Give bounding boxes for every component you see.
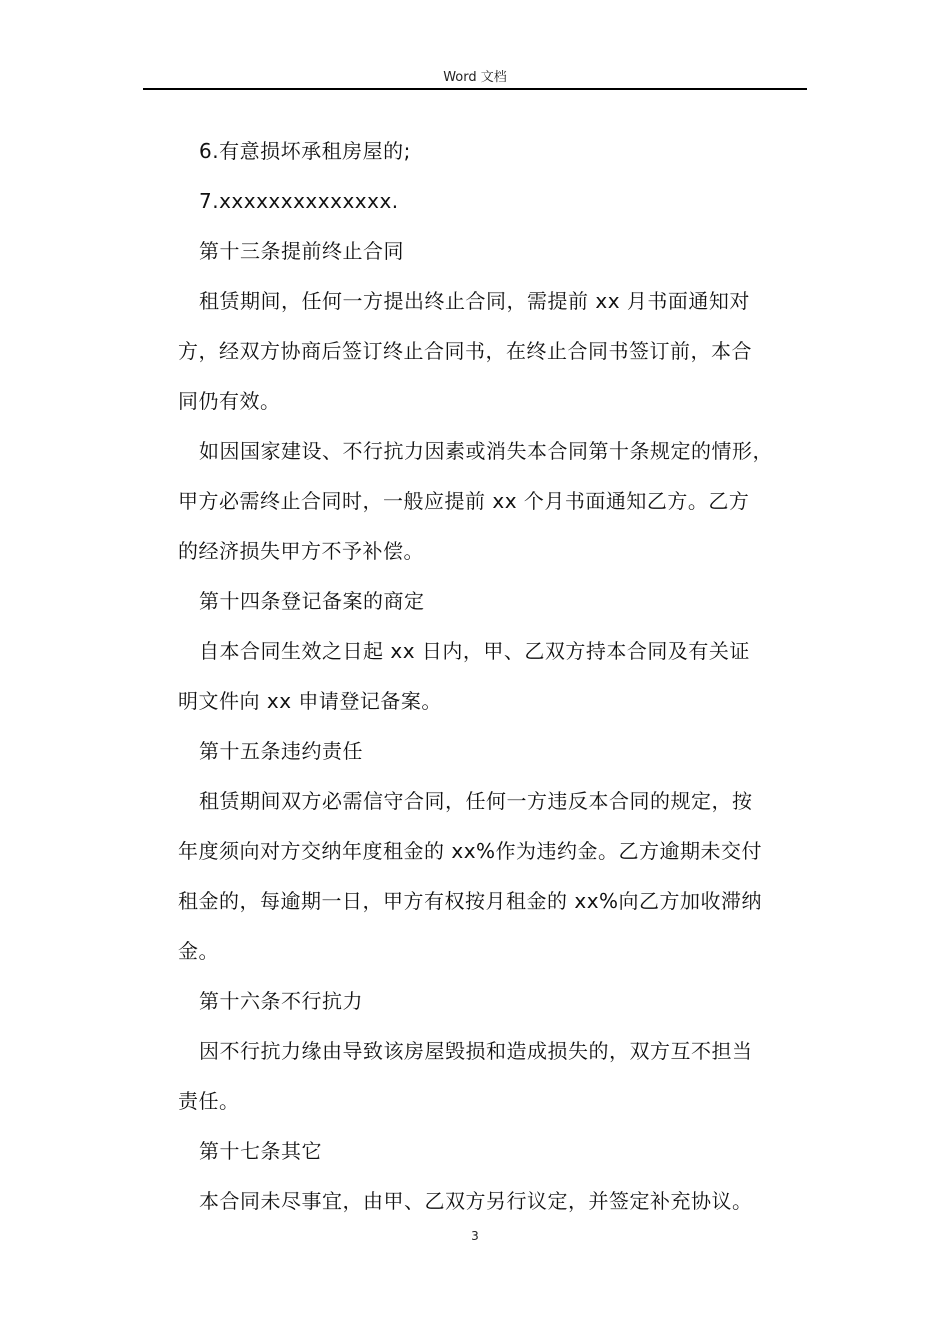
text-line: 同仍有效。 [178,389,281,413]
text-line: 第十六条不行抗力 [199,989,363,1013]
paragraph [178,1176,810,1226]
text-line: 自本合同生效之日起 xx 日内，甲、乙双方持本合同及有关证 [199,639,750,663]
paragraph [178,626,810,726]
section-heading [178,726,810,776]
text-line: 第十七条其它 [199,1139,322,1163]
text-line: 金。 [178,939,219,963]
text-line: 甲方必需终止合同时，一般应提前 xx 个月书面通知乙方。乙方 [178,489,750,513]
text-line: 年度须向对方交纳年度租金的 xx%作为违约金。乙方逾期未交付 [178,839,763,863]
text-line: 租赁期间双方必需信守合同，任何一方违反本合同的规定，按 [199,789,753,813]
paragraph [178,126,810,176]
text-line: 如因国家建设、不行抗力因素或消失本合同第十条规定的情形， [199,439,773,463]
text-line: 7.xxxxxxxxxxxxxx. [199,189,399,213]
page-number: 3 [471,1229,479,1243]
paragraph [178,176,810,226]
page-header-title: Word 文档 [443,70,507,85]
document-body [178,126,810,1226]
text-line: 租金的，每逾期一日，甲方有权按月租金的 xx%向乙方加收滞纳 [178,889,763,913]
header-divider [143,88,807,90]
text-line: 的经济损失甲方不予补偿。 [178,539,424,563]
paragraph [178,1026,810,1126]
paragraph [178,776,810,976]
text-line: 明文件向 xx 申请登记备案。 [178,689,442,713]
text-line: 本合同未尽事宜，由甲、乙双方另行议定，并签定补充协议。 [199,1189,753,1213]
text-line: 第十五条违约责任 [199,739,363,763]
text-line: 因不行抗力缘由导致该房屋毁损和造成损失的，双方互不担当 [199,1039,753,1063]
paragraph [178,426,810,576]
paragraph [178,276,810,426]
text-line: 租赁期间，任何一方提出终止合同，需提前 xx 月书面通知对 [199,289,750,313]
text-line: 6.有意损坏承租房屋的; [199,139,411,163]
text-line: 第十三条提前终止合同 [199,239,404,263]
section-heading [178,1126,810,1176]
section-heading [178,226,810,276]
text-line: 责任。 [178,1089,240,1113]
section-heading [178,576,810,626]
section-heading [178,976,810,1026]
text-line: 第十四条登记备案的商定 [199,589,425,613]
text-line: 方，经双方协商后签订终止合同书，在终止合同书签订前，本合 [178,339,752,363]
